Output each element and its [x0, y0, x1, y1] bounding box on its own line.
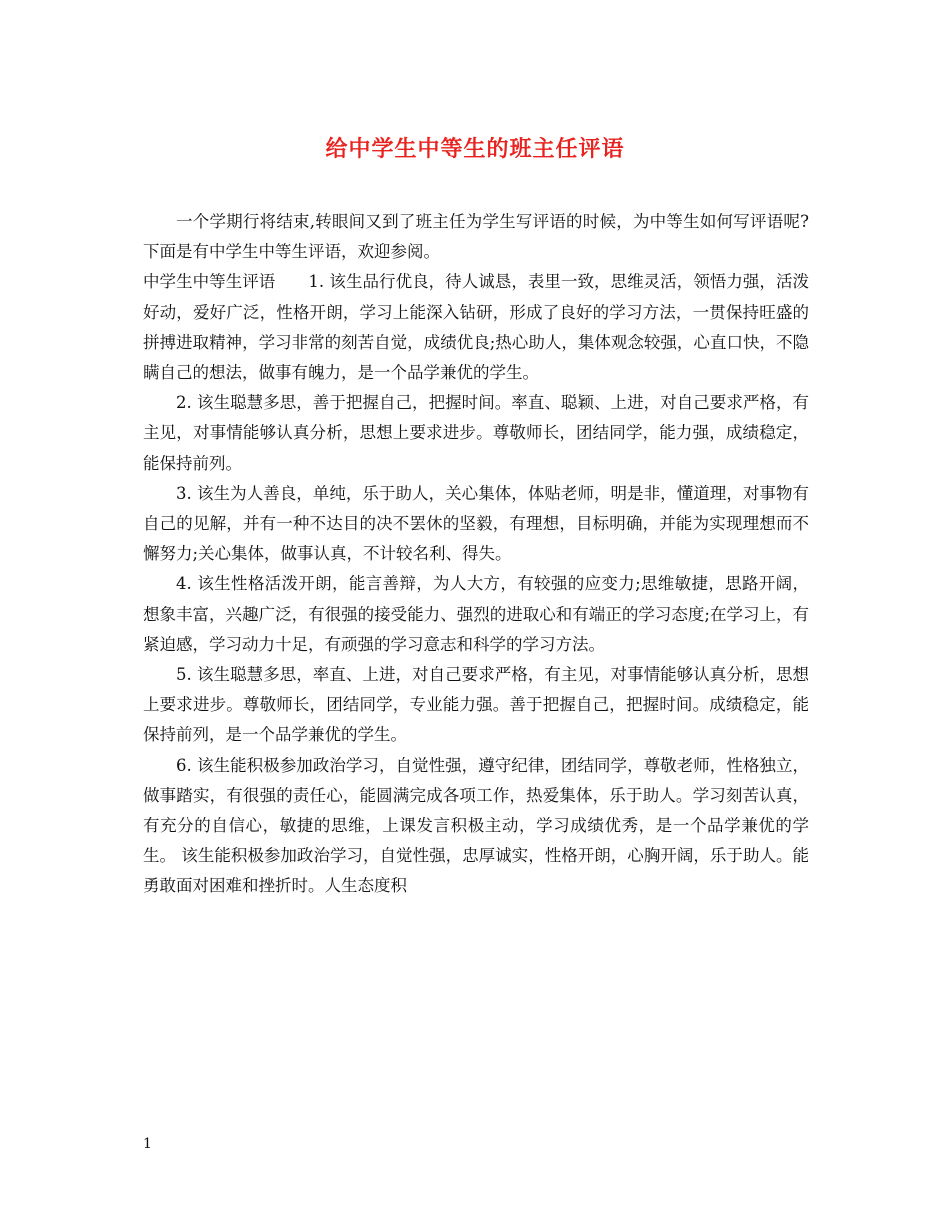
comment-paragraph-1: 中学生中等生评语 1. 该生品行优良，待人诚恳，表里一致，思维灵活，领悟力强，活泼好动，爱好广泛，性格开朗，学习上能深入钻研，形成了良好的学习方法，一贯保持旺盛的拼搏进取精神，学习非常的刻苦自觉，成绩优良;热心助人，集体观念较强，心直口快，不隐瞒自己的想法，做事有魄力，是一个品学兼优的学生。	[143, 272, 809, 383]
comment-paragraph-5: 5. 该生聪慧多思，率直、上进，对自己要求严格，有主见，对事情能够认真分析，思想上要求进步。尊敬师长，团结同学，专业能力强。善于把握自己，把握时间。成绩稳定，能保持前列，是一个品学兼优的学生。	[143, 665, 809, 745]
document-body	[143, 207, 809, 902]
intro-paragraph: 一个学期行将结束,转眼间又到了班主任为学生写评语的时候，为中等生如何写评语呢?下面是有中学生中等生评语，欢迎参阅。	[143, 212, 809, 262]
comment-paragraph-3: 3. 该生为人善良，单纯，乐于助人，关心集体，体贴老师，明是非，懂道理，对事物有自己的见解，并有一种不达目的决不罢休的坚毅，有理想，目标明确，并能为实现理想而不懈努力;关心集体，做事认真，不计较名利、得失。	[143, 483, 809, 564]
comment-paragraph-2: 2. 该生聪慧多思，善于把握自己，把握时间。率直、聪颖、上进，对自己要求严格，有主见，对事情能够认真分析，思想上要求进步。尊敬师长，团结同学，能力强，成绩稳定，能保持前列。	[143, 393, 809, 473]
comment-paragraph-6: 6. 该生能积极参加政治学习，自觉性强，遵守纪律，团结同学，尊敬老师，性格独立，做事踏实，有很强的责任心，能圆满完成各项工作，热爱集体，乐于助人。学习刻苦认真，有充分的自信心，敏捷的思维，上课发言积极主动，学习成绩优秀，是一个品学兼优的学生。 该生能积极参加政治学习，自觉性强，忠厚诚实，性格开朗，心胸开阔，乐于助人。能勇敢面对困难和挫折时。人生态度积	[143, 755, 809, 896]
comment-paragraph-4: 4. 该生性格活泼开朗，能言善辩，为人大方，有较强的应变力;思维敏捷，思路开阔，想象丰富，兴趣广泛，有很强的接受能力、强烈的进取心和有端正的学习态度;在学习上，有紧迫感，学习动力十足，有顽强的学习意志和科学的学习方法。	[143, 574, 809, 654]
page-number: 1	[143, 1136, 152, 1152]
document-title: 给中学生中等生的班主任评语	[325, 136, 625, 162]
